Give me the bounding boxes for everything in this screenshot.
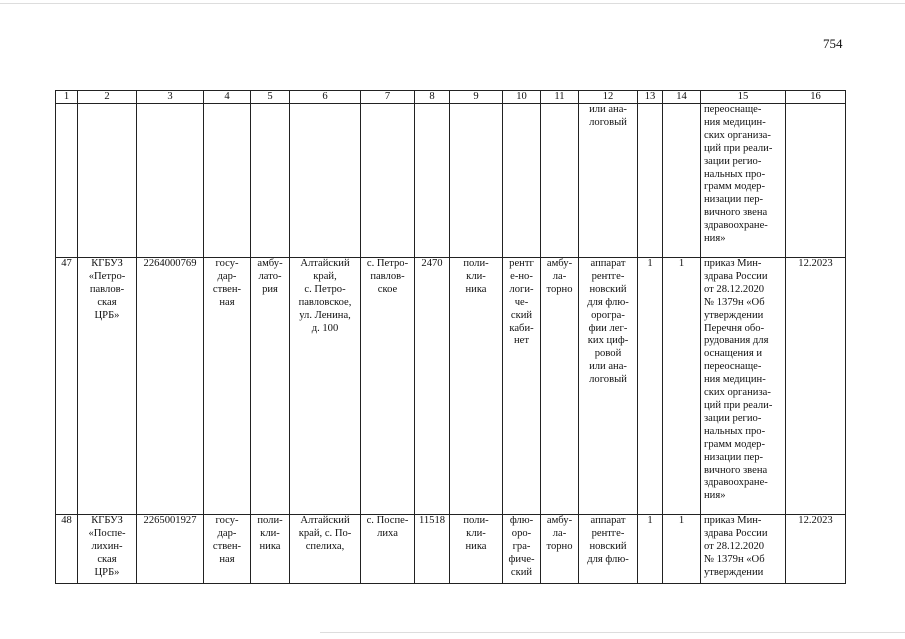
page-number: 754 xyxy=(823,36,843,51)
regulation-cell: приказ Мин- здрава России от 28.12.2020 № 1379н «Об утверждении xyxy=(701,515,786,584)
facility-type-cell xyxy=(251,104,290,258)
inn-cell xyxy=(137,104,204,258)
date-cell: 12.2023 xyxy=(786,515,846,584)
equipment-cell: аппарат рентге- новский для флю- орогра- фии лег- ких циф- ровой или ана- логовый xyxy=(579,258,638,515)
population-cell: 11518 xyxy=(415,515,450,584)
locality-cell: с. Поспе- лиха xyxy=(361,515,415,584)
quantity-cell: 1 xyxy=(663,515,701,584)
date-cell: 12.2023 xyxy=(786,258,846,515)
locality-cell xyxy=(361,104,415,258)
quantity-cell: 1 xyxy=(638,258,663,515)
care-form-cell: амбу- ла- торно xyxy=(541,515,579,584)
equipment-cell: или ана- логовый xyxy=(579,104,638,258)
facility-type-cell: поли- кли- ника xyxy=(251,515,290,584)
scan-artifact-top xyxy=(0,3,905,4)
care-form-cell xyxy=(541,104,579,258)
column-number-header: 9 xyxy=(450,91,503,104)
column-number-header: 1 xyxy=(56,91,78,104)
department-cell: рентг е-но- логи- че- ский каби- нет xyxy=(503,258,541,515)
institution-cell: КГБУЗ «Поспе- лихин- ская ЦРБ» xyxy=(78,515,137,584)
address-cell: Алтайский край, с. По- спелиха, xyxy=(290,515,361,584)
address-cell: Алтайский край, с. Петро- павловское, ул. Ленина, д. 100 xyxy=(290,258,361,515)
population-cell: 2470 xyxy=(415,258,450,515)
equipment-table xyxy=(55,90,846,584)
column-number-header: 5 xyxy=(251,91,290,104)
regulation-cell: приказ Мин- здрава России от 28.12.2020 № 1379н «Об утверждении Перечня обо- рудования для оснащения и переоснаще- ния медицин- ских организа- ций при реали- зации регио- нальных про- грамм модер- низации пер- вичного звена здравоохране- ния» xyxy=(701,258,786,515)
column-number-header: 4 xyxy=(204,91,251,104)
inn-cell: 2265001927 xyxy=(137,515,204,584)
column-number-header: 2 xyxy=(78,91,137,104)
table-row-continuation xyxy=(56,104,846,258)
document-table-wrapper xyxy=(55,90,846,584)
care-form-cell: амбу- ла- торно xyxy=(541,258,579,515)
quantity-cell xyxy=(663,104,701,258)
unit-cell xyxy=(450,104,503,258)
column-number-header: 11 xyxy=(541,91,579,104)
column-number-header: 16 xyxy=(786,91,846,104)
scan-artifact-bottom xyxy=(320,632,905,633)
department-cell xyxy=(503,104,541,258)
quantity-cell: 1 xyxy=(638,515,663,584)
column-number-header: 7 xyxy=(361,91,415,104)
table-row xyxy=(56,258,846,515)
row-number-cell: 47 xyxy=(56,258,78,515)
ownership-cell: госу- дар- ствен- ная xyxy=(204,515,251,584)
column-number-header-row xyxy=(56,91,846,104)
regulation-cell: переоснаще- ния медицин- ских организа- ций при реали- зации регио- нальных про- грамм модер- низации пер- вичного звена здравоохране- ния» xyxy=(701,104,786,258)
facility-type-cell: амбу- лато- рия xyxy=(251,258,290,515)
institution-cell: КГБУЗ «Петро- павлов- ская ЦРБ» xyxy=(78,258,137,515)
column-number-header: 6 xyxy=(290,91,361,104)
equipment-cell: аппарат рентге- новский для флю- xyxy=(579,515,638,584)
department-cell: флю- оро- гра- фиче- ский xyxy=(503,515,541,584)
column-number-header: 3 xyxy=(137,91,204,104)
quantity-cell: 1 xyxy=(663,258,701,515)
row-number-cell xyxy=(56,104,78,258)
column-number-header: 12 xyxy=(579,91,638,104)
unit-cell: поли- кли- ника xyxy=(450,258,503,515)
column-number-header: 14 xyxy=(663,91,701,104)
locality-cell: с. Петро- павлов- ское xyxy=(361,258,415,515)
column-number-header: 8 xyxy=(415,91,450,104)
institution-cell xyxy=(78,104,137,258)
population-cell xyxy=(415,104,450,258)
address-cell xyxy=(290,104,361,258)
table-row xyxy=(56,515,846,584)
row-number-cell: 48 xyxy=(56,515,78,584)
quantity-cell xyxy=(638,104,663,258)
column-number-header: 10 xyxy=(503,91,541,104)
column-number-header: 13 xyxy=(638,91,663,104)
ownership-cell: госу- дар- ствен- ная xyxy=(204,258,251,515)
ownership-cell xyxy=(204,104,251,258)
column-number-header: 15 xyxy=(701,91,786,104)
inn-cell: 2264000769 xyxy=(137,258,204,515)
unit-cell: поли- кли- ника xyxy=(450,515,503,584)
date-cell xyxy=(786,104,846,258)
